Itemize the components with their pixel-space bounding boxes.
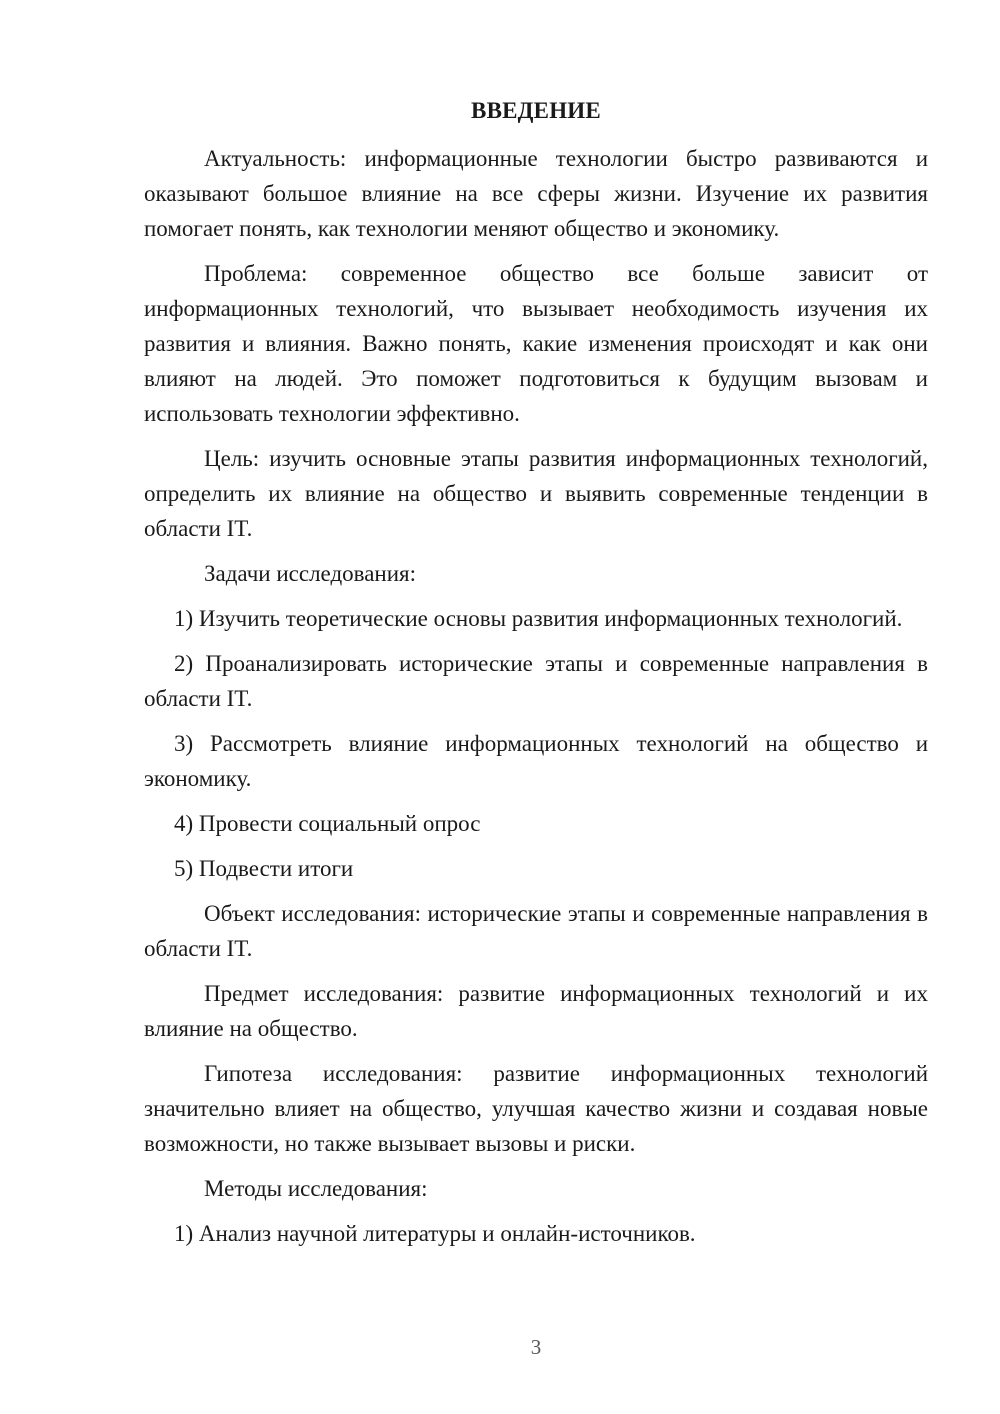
paragraph-subject: Предмет исследования: развитие информационных технологий и их влияние на общество. [144,981,928,1041]
paragraph-goal: Цель: изучить основные этапы развития информационных технологий, определить их влияние на общество и выявить современные тенденции в области IT. [144,446,928,541]
list-item-task-4: 4) Провести социальный опрос [174,811,481,836]
list-item-task-1: 1) Изучить теоретические основы развития информационных технологий. [174,606,903,631]
paragraph-problem: Проблема: современное общество все больше зависит от информационных технологий, что вызывает необходимость изучения их развития и влияния. Важно понять, какие изменения происходят и как они влияют на людей. Это поможет подготовиться к будущим вызовам и использовать технологии эффективно. [144,261,928,426]
paragraph-methods-heading: Методы исследования: [204,1176,428,1201]
list-item-task-2: 2) Проанализировать исторические этапы и современные направления в области IT. [144,651,928,711]
list-item-method-1: 1) Анализ научной литературы и онлайн-источников. [174,1221,696,1246]
page-number: 3 [530,1335,542,1359]
list-item-task-3: 3) Рассмотреть влияние информационных технологий на общество и экономику. [144,731,928,791]
paragraph-actuality: Актуальность: информационные технологии быстро развиваются и оказывают большое влияние на все сферы жизни. Изучение их развития помогает понять, как технологии меняют общество и экономику. [144,146,928,241]
list-item-task-5: 5) Подвести итоги [174,856,354,881]
paragraph-tasks-heading: Задачи исследования: [204,561,417,586]
section-body [144,141,928,1251]
paragraph-object: Объект исследования: исторические этапы и современные направления в области IT. [144,901,928,961]
paragraph-hypothesis: Гипотеза исследования: развитие информационных технологий значительно влияет на общество, улучшая качество жизни и создавая новые возможности, но также вызывает вызовы и риски. [144,1061,928,1156]
section-title: ВВЕДЕНИЕ [471,98,601,123]
